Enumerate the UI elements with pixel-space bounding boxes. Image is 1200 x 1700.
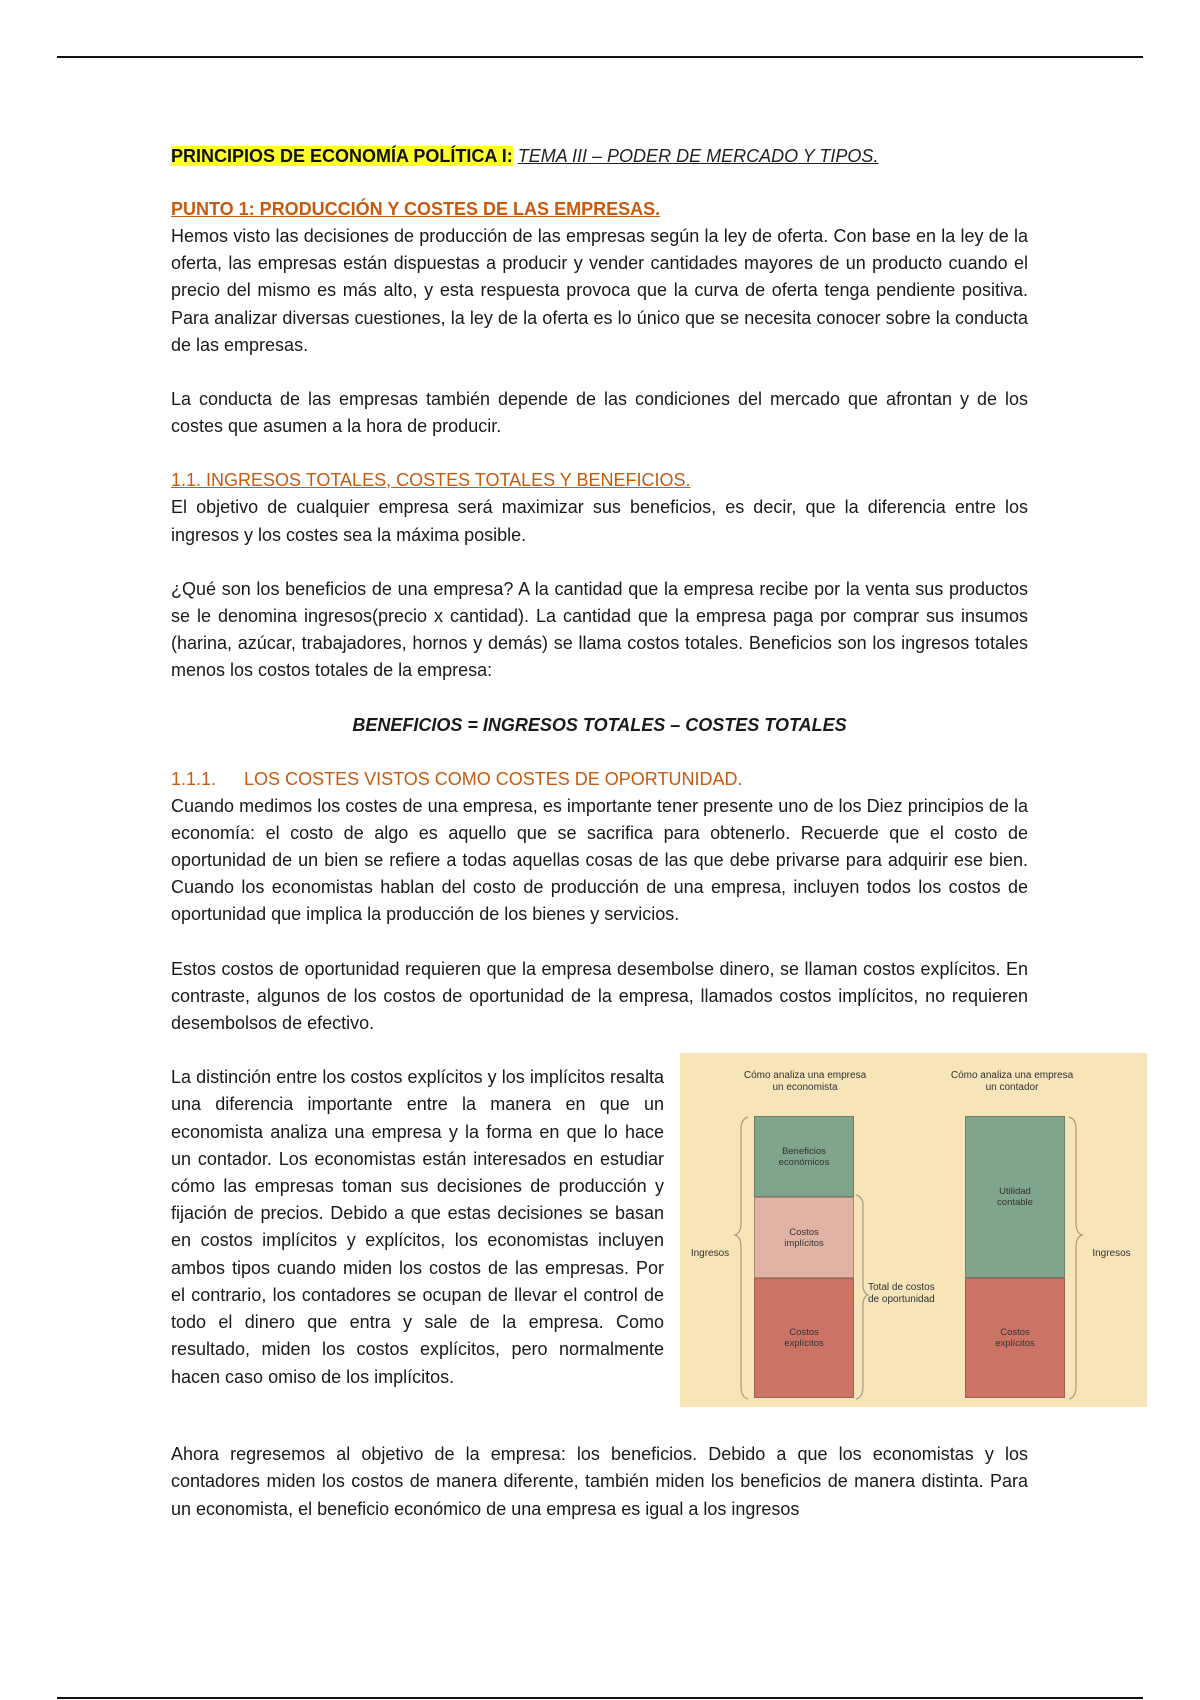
section-1-1-1-paragraph-4: Ahora regresemos al objetivo de la empresa: los beneficios. Debido a que los economistas y los contadores miden los costos de manera diferente, también miden los beneficios de manera distinta. Para un economista, el beneficio económico de una empresa es igual a los ingresos <box>171 1444 1028 1519</box>
section-1-1-1-paragraph-3: La distinción entre los costos explícitos y los implícitos resalta una diferencia importante entre la manera en que un economista analiza una empresa y la forma en que lo hace un contador. Los economistas están interesados en estudiar cómo las empresas toman sus decisiones de producción y fijación de precios. Debido a que estas decisiones se basan en costos implícitos y explícitos, los economistas incluyen ambos tipos cuando miden los costos de las empresas. Por el contrario, los contadores se ocupan de llevar el control de todo el dinero que entra y sale de la empresa. Como resultado, miden los costos explícitos, pero normalmente hacen caso omiso de los implícitos. <box>171 1067 664 1387</box>
section-number: 1.1.1. <box>171 768 217 789</box>
section-1-1-1-paragraph-2: Estos costos de oportunidad requieren que la empresa desembolse dinero, se llaman costos explícitos. En contraste, algunos de los costos de oportunidad de la empresa, llamados costos implícitos, no requieren desembolsos de efectivo. <box>171 958 1028 1034</box>
implicit-costs-block: Costos implícitos <box>754 1197 854 1278</box>
section-title: LOS COSTES VISTOS COMO COSTES DE OPORTUNIDAD. <box>244 768 743 789</box>
profit-formula: BENEFICIOS = INGRESOS TOTALES – COSTES TOTALES <box>352 714 847 735</box>
explicit-costs-block: Costos explícitos <box>754 1278 854 1398</box>
topic-title: TEMA III – PODER DE MERCADO Y TIPOS. <box>517 146 879 166</box>
economist-title: Cómo analiza una empresa un economista <box>743 1070 867 1094</box>
section-1-1-paragraph-1: El objetivo de cualquier empresa será maximizar sus beneficios, es decir, que la diferencia entre los ingresos y los costes sea la máxima posible. <box>171 497 1028 545</box>
section-1-paragraph-1: Hemos visto las decisiones de producción de las empresas según la ley de oferta. Con base en la ley de la oferta, las empresas están dispuestas a producir y vender cantidades mayores de un producto cuando el precio del mismo es más alto, y esta respuesta provoca que la curva de oferta tenga pendiente positiva. Para analizar diversas cuestiones, la ley de la oferta es lo único que se necesita conocer sobre la conducta de las empresas. <box>171 226 1028 355</box>
section-1-1-1-heading <box>171 766 1028 793</box>
figure-brackets <box>680 1053 1147 1407</box>
explicit-implicit-section <box>171 1064 1131 1414</box>
section-1-paragraph-2: La conducta de las empresas también depende de las condiciones del mercado que afrontan y de los costes que asumen a la hora de producir. <box>171 389 1028 437</box>
top-rule <box>57 56 1143 58</box>
course-title: PRINCIPIOS DE ECONOMÍA POLÍTICA I: <box>171 146 513 166</box>
section-1-1-1-paragraph-1: Cuando medimos los costes de una empresa, es importante tener presente uno de los Diez principios de la economía: el costo de algo es aquello que se sacrifica para obtenerlo. Recuerde que el costo de oportunidad de un bien se refiere a todas aquellas cosas de las que debe privarse para adquirir ese bien. Cuando los economistas hablan del costo de producción de una empresa, incluyen todos los costos de oportunidad que implica la producción de los bienes y servicios. <box>171 795 1028 925</box>
accounting-profit-block: Utilidad contable <box>965 1116 1065 1278</box>
section-1-1-heading: 1.1. INGRESOS TOTALES, COSTES TOTALES Y BENEFICIOS. <box>171 470 691 491</box>
accountant-title: Cómo analiza una empresa un contador <box>950 1070 1074 1094</box>
economic-profit-block: Beneficios económicos <box>754 1116 854 1197</box>
section-1-heading: PUNTO 1: PRODUCCIÓN Y COSTES DE LAS EMPRESAS. <box>171 199 661 219</box>
opportunity-costs-label: Total de costos de oportunidad <box>868 1282 935 1306</box>
document-title <box>171 143 1028 170</box>
section-1-1-paragraph-2: ¿Qué son los beneficios de una empresa? A la cantidad que la empresa recibe por la venta sus productos se le denomina ingresos(precio x cantidad). La cantidad que la empresa paga por comprar sus insumos (harina, azúcar, trabajadores, hornos y demás) se llama costos totales. Beneficios son los ingresos totales menos los costos totales de la empresa: <box>171 578 1028 681</box>
revenue-label-left: Ingresos <box>690 1248 730 1260</box>
accountant-explicit-costs-block: Costos explícitos <box>965 1278 1065 1398</box>
economist-vs-accountant-figure <box>680 1053 1147 1407</box>
revenue-label-right: Ingresos <box>1092 1248 1131 1260</box>
bottom-rule <box>57 1697 1143 1699</box>
document-body <box>171 143 1131 1523</box>
